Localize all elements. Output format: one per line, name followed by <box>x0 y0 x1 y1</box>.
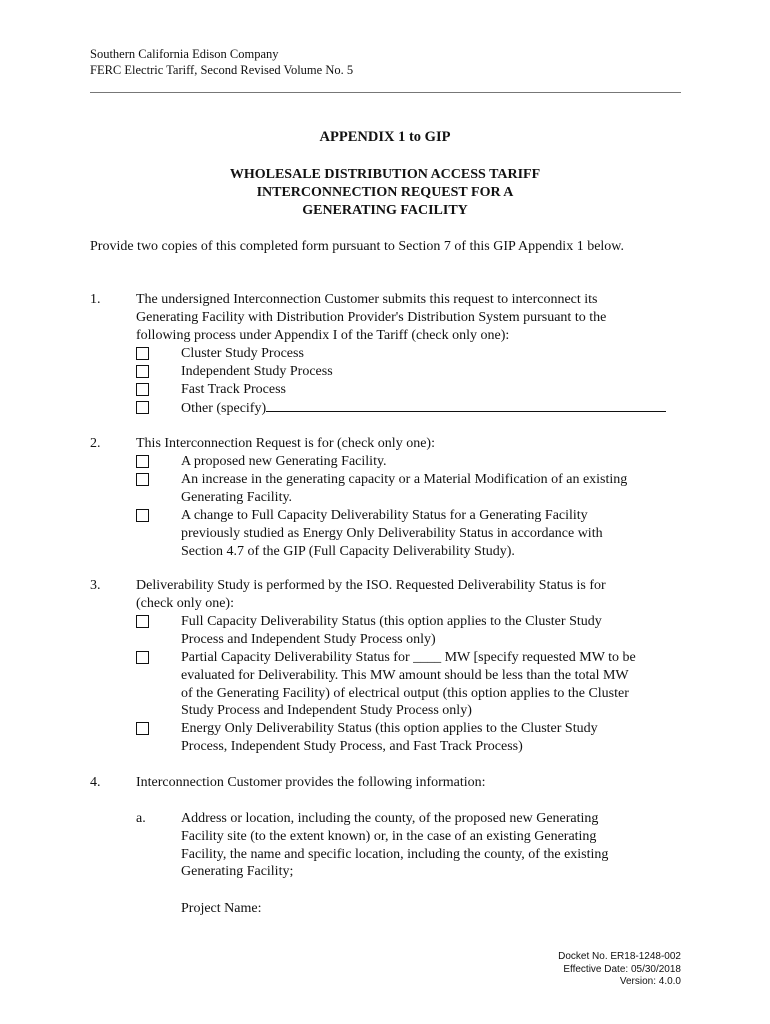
energy-only-checkbox[interactable] <box>136 722 149 735</box>
section-text-line: following process under Appendix I of the Tariff (check only one): <box>136 327 510 343</box>
header-divider <box>90 92 681 93</box>
subsection-text-line: Facility, the name and specific location, including the county, of the existing <box>181 846 609 862</box>
subsection-text-line: Address or location, including the county, of the proposed new Generating <box>181 811 599 826</box>
option-label-line: evaluated for Deliverability. This MW amount should be less than the total MW <box>181 667 629 683</box>
section-text-line: Generating Facility with Distribution Provider's Distribution System pursuant to the <box>136 309 607 325</box>
project-name-label: Project Name: <box>181 901 262 916</box>
section-text-line: Deliverability Study is performed by the ISO. Requested Deliverability Status is for <box>136 578 606 593</box>
tariff-name: FERC Electric Tariff, Second Revised Volume No. 5 <box>90 63 354 77</box>
option-label-line: An increase in the generating capacity or a Material Modification of an existing <box>181 472 628 487</box>
subsection-letter: a. <box>136 811 146 826</box>
option-label: Independent Study Process <box>181 364 333 379</box>
section-number: 4. <box>90 775 101 790</box>
section-number: 3. <box>90 578 101 593</box>
section-text <box>136 577 681 613</box>
capacity-increase-checkbox[interactable] <box>136 473 149 486</box>
option-label <box>181 613 686 649</box>
option-label <box>181 649 686 720</box>
option-label-line: Process and Independent Study Process only) <box>181 631 436 647</box>
subsection-text-line: Facility site (to the extent known) or, in the case of an existing Generating <box>181 828 597 844</box>
partial-capacity-checkbox[interactable] <box>136 651 149 664</box>
option-label-line: Generating Facility. <box>181 489 293 505</box>
option-label-line: Full Capacity Deliverability Status (this option applies to the Cluster Study <box>181 614 602 629</box>
section-number: 2. <box>90 436 101 451</box>
option-label-line: of the Generating Facility) of electrical output (this option applies to the Cluster <box>181 685 629 701</box>
section-text-line: This Interconnection Request is for (check only one): <box>136 436 435 451</box>
form-title-line: GENERATING FACILITY <box>302 203 468 218</box>
section-text-line: The undersigned Interconnection Customer submits this request to interconnect its <box>136 292 598 307</box>
form-title-line: INTERCONNECTION REQUEST FOR A <box>256 185 514 200</box>
full-capacity-change-checkbox[interactable] <box>136 509 149 522</box>
independent-study-checkbox[interactable] <box>136 365 149 378</box>
other-checkbox[interactable] <box>136 401 149 414</box>
option-label-line: Energy Only Deliverability Status (this option applies to the Cluster Study <box>181 721 598 736</box>
section-text <box>136 291 681 344</box>
other-specify-field[interactable] <box>266 399 666 412</box>
company-name: Southern California Edison Company <box>90 47 279 61</box>
subsection-text <box>181 810 661 881</box>
option-label-line: A change to Full Capacity Deliverability Status for a Generating Facility <box>181 508 588 523</box>
effective-date: Effective Date: 05/30/2018 <box>563 963 681 975</box>
intro-instructions: Provide two copies of this completed form pursuant to Section 7 of this GIP Appendix 1 below. <box>90 239 625 254</box>
new-facility-checkbox[interactable] <box>136 455 149 468</box>
option-label-line: previously studied as Energy Only Deliverability Status in accordance with <box>181 525 603 541</box>
option-label-line: Process, Independent Study Process, and Fast Track Process) <box>181 738 523 754</box>
option-label: Cluster Study Process <box>181 346 304 361</box>
full-capacity-checkbox[interactable] <box>136 615 149 628</box>
option-label-line: Partial Capacity Deliverability Status for ____ MW [specify requested MW to be <box>181 650 636 665</box>
section-text <box>136 435 681 453</box>
option-label-line: A proposed new Generating Facility. <box>181 454 387 469</box>
form-title <box>0 166 770 220</box>
option-label: Fast Track Process <box>181 382 287 397</box>
option-label-line: Study Process and Independent Study Process only) <box>181 703 472 719</box>
document-footer <box>558 951 681 989</box>
other-label: Other (specify) <box>181 401 267 416</box>
section-text-line: Interconnection Customer provides the following information: <box>136 775 486 790</box>
option-label <box>181 453 686 471</box>
section-text <box>136 774 681 792</box>
version-number: Version: 4.0.0 <box>619 976 681 987</box>
section-text-line: (check only one): <box>136 595 234 611</box>
option-label <box>181 507 686 560</box>
cluster-study-checkbox[interactable] <box>136 347 149 360</box>
form-title-line: WHOLESALE DISTRIBUTION ACCESS TARIFF <box>229 167 541 182</box>
appendix-title: APPENDIX 1 to GIP <box>319 129 451 145</box>
option-label <box>181 399 686 418</box>
section-number: 1. <box>90 292 101 307</box>
subsection-text-line: Generating Facility; <box>181 864 294 880</box>
option-label <box>181 720 686 756</box>
option-label <box>181 471 686 507</box>
fast-track-checkbox[interactable] <box>136 383 149 396</box>
document-header <box>90 46 353 78</box>
docket-number: Docket No. ER18-1248-002 <box>558 951 681 962</box>
option-label-line: Section 4.7 of the GIP (Full Capacity Deliverability Study). <box>181 543 515 559</box>
